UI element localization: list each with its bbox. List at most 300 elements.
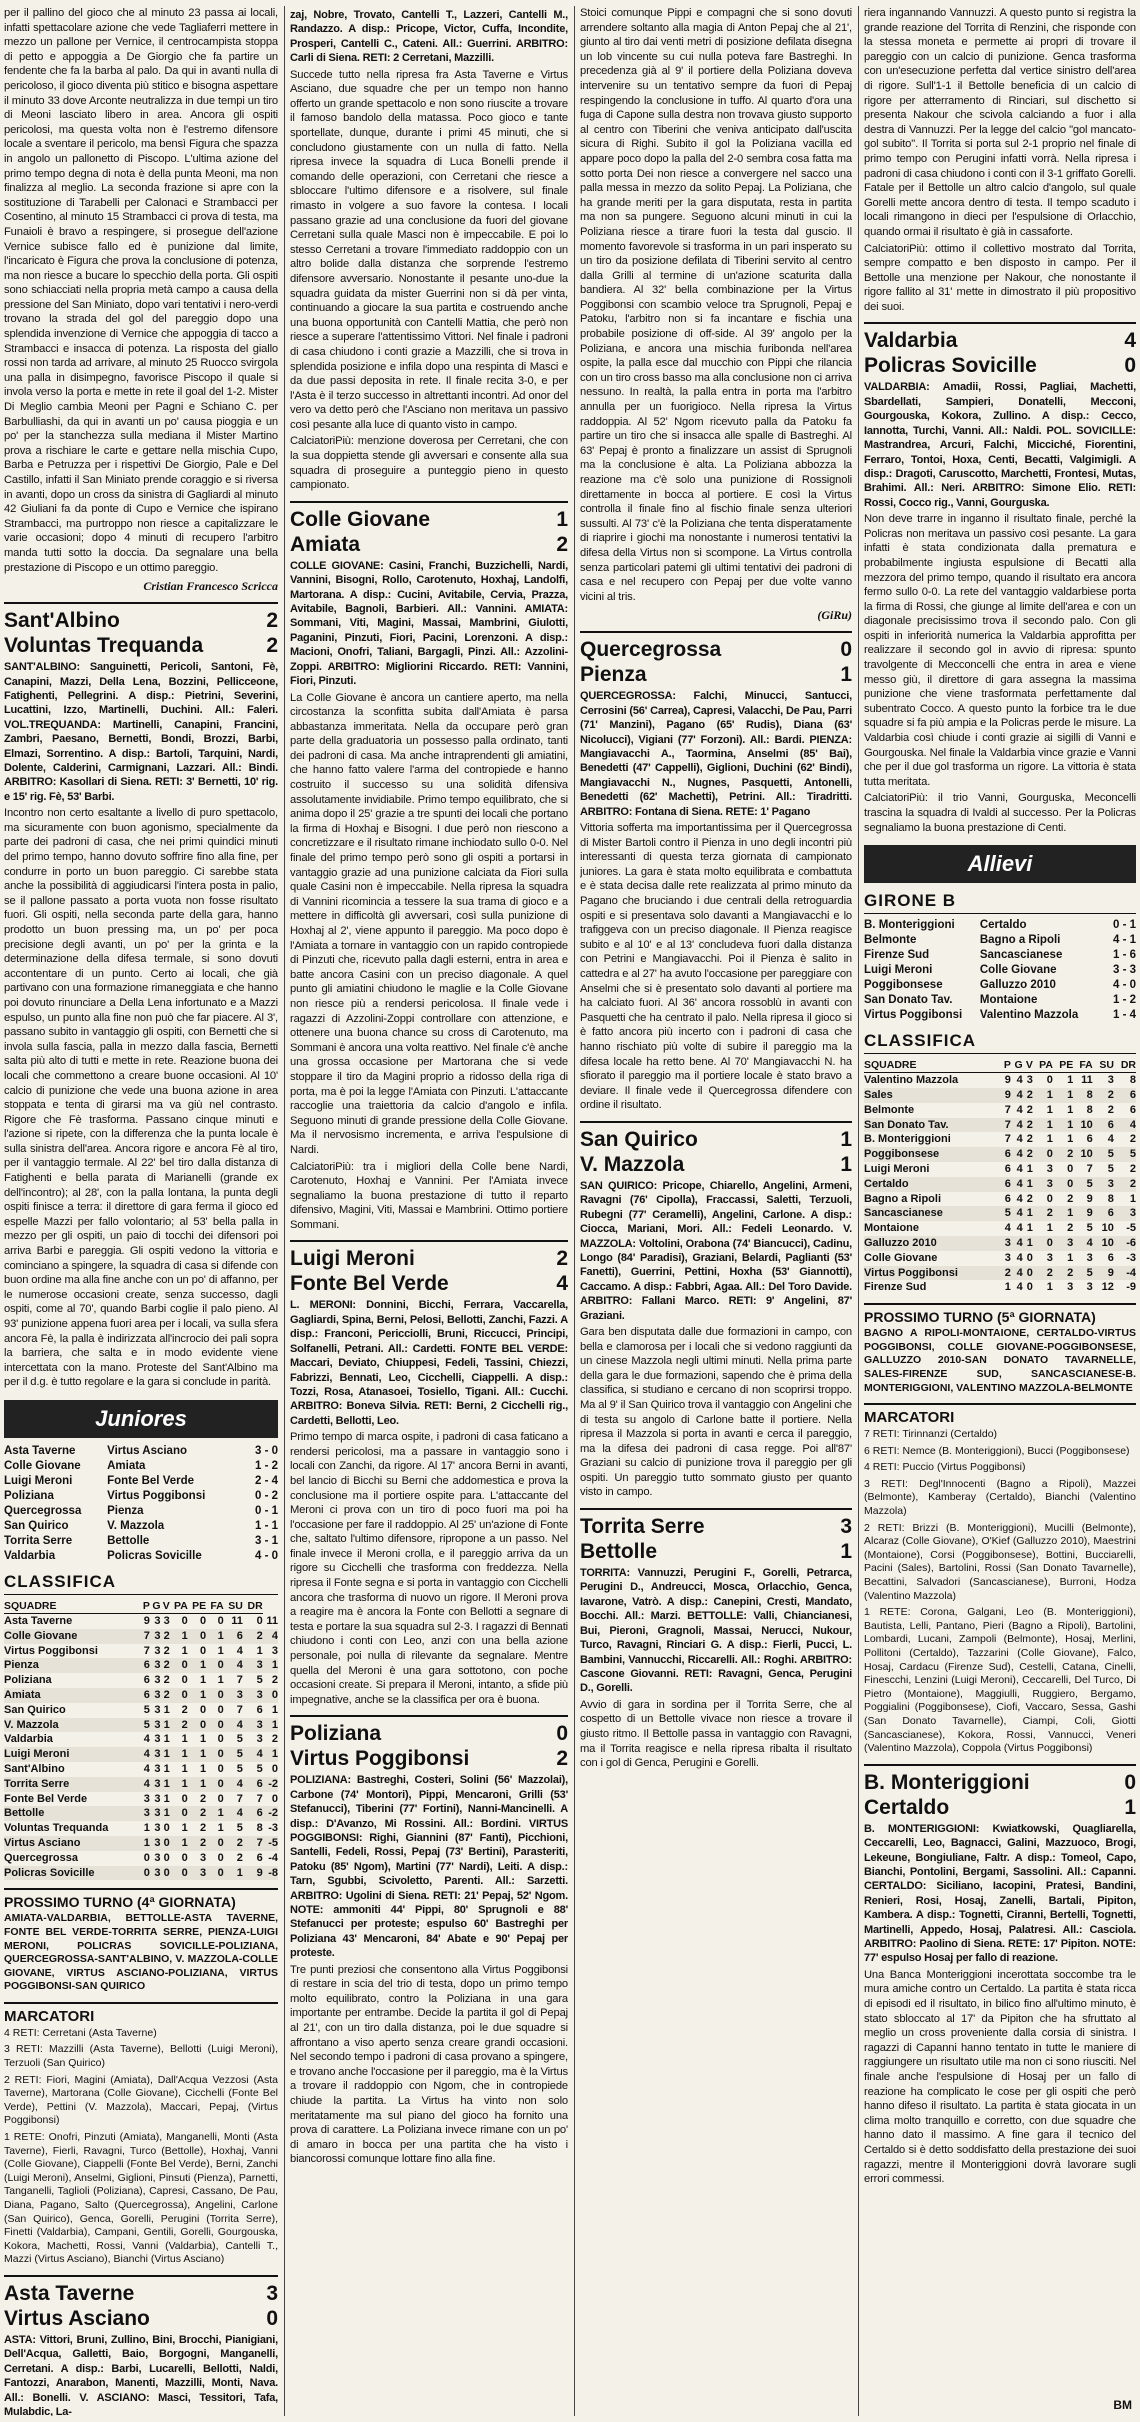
standings-cell: 0	[1053, 1177, 1073, 1192]
standings-cell: 1	[1023, 1236, 1033, 1251]
standings-cell: 5	[1114, 1147, 1136, 1162]
standings-cell: 3	[1086, 1251, 1093, 1264]
standings-cell: 1	[181, 1762, 188, 1775]
standings-cell: 11	[266, 1614, 278, 1627]
result-home-team: San Donato Tav.	[864, 994, 953, 1007]
standings-cell: 0	[188, 1718, 206, 1733]
standings-cell: 2	[236, 1851, 243, 1864]
standings-cell: 2	[224, 1836, 243, 1851]
match-lineup: SANT'ALBINO: Sanguinetti, Pericoli, Santoni, Fè, Canapini, Mazzi, Della Lena, Bozzini, Pellicceone, Fatighenti, Pellegrini. A disp.: Pietrini, Severini, Lucattini, Izzo, Martinelli, Duchini. All.: Faleri. VOL.TREQUANDA: Martinelli, Canapini, Francini, Zambri, Paesano, Bernetti, Bondi, Brozzi, Barbi, Elmazi, Sorrentino. A disp.: Bartoli, Tarquini, Nardi, Dolente, Calderini, Carmignani, Lazzari. All.: Bindi. ARBITRO: Kasollari di Siena. RETI: 3' Bernetti, 10' rig. e 15' rig. Fè, 53' Barbi.	[4, 661, 278, 803]
result-away-team: Pienza	[107, 1504, 144, 1517]
column-divider	[574, 6, 575, 2416]
away-score: 0	[1124, 354, 1136, 378]
result-home-team: Torrita Serre	[4, 1534, 73, 1547]
standings-cell: 11	[231, 1614, 243, 1627]
standings-cell: 0	[163, 1822, 170, 1835]
home-team: Asta Taverne	[4, 2281, 135, 2305]
standings-cell: 0	[1046, 1074, 1053, 1087]
home-team: Luigi Meroni	[290, 1247, 415, 1271]
result-home-team: Asta Taverne	[4, 1444, 76, 1457]
match-lineup: B. MONTERIGGIONI: Kwiatkowski, Quagliarella, Ceccarelli, Leo, Bagnacci, Galini, Mazzuoco, Brogi, Lekeune, Bongiuliane, Faltr. A disp.: Tomeol, Capo, Bianchi, Pontolini, Bergami, Sassolini. All.: Capanni. CERTALDO: Siciliano, Iacopini, Pratesi, Bandini, Renieri, Rosi, Hosaj, Zanelli, Bartali, Pipiton, Kambera. A disp.: Tognetti, Ciranni, Bertelli, Tognetti, Martinelli, Appedo, Hosaj, Palatresi. All.: Casciola. ARBITRO: Paolino di Siena. RETE: 17' Pipiton. NOTE: 77' espulso Hosaj per fallo di reazione.	[864, 1822, 1136, 1965]
standings-cell: 0	[141, 1866, 150, 1881]
standings-cell: 1	[161, 1777, 170, 1792]
standings-header: SU	[224, 1599, 243, 1614]
page-signature: BM	[1113, 2398, 1132, 2412]
standings-cell: 7	[1004, 1103, 1011, 1116]
standings-cell: 6	[1004, 1192, 1011, 1205]
standings-cell: 6	[1093, 1118, 1114, 1133]
result-score: 1 - 1	[254, 1519, 278, 1532]
match-header	[4, 602, 278, 658]
match-report: Stoici comunque Pippi e compagni che si sono dovuti arrendere soltanto alla magia di Anton Pepaj che al 21', giunto al tiro dai venti metri di posizione defilata disegna un lob vincente su cui nulla poteva fare Bastreghi. In precedenza già al 9' il portiere della Poliziana doveva intervenire su un tentativo sempre da fuori di Pepaj respingendo la conclusione in tuffo. Al quarto d'ora una fuga di Capone sulla destra non trovava giusto supporto al centro con Tiberini che veniva anticipato dall'uscita sicura di Righi. Subito il gol la Poliziana vacilla ed appare poco dopo la palla del 2-0 sembra cosa fatta ma sotto porta Dei non riesce a convergere nel sacco una palla messa in mezzo da solito Pepaj. La Poliziana, che ha grande meriti per la gara disputata, resta in partita ma non sa pungere. Seguono alcuni minuti in cui la Poliziana riesce a tirare fuori la testa dal guscio. Il momento favorevole si trasforma in un pari insperato su un tiro da posizione defilata di Tiberini servito al centro dalla Grilli al termine di un'azione scaturita dalla bandiera. Al 32' bella combinazione per la Virtus Poggibonsi con scambio veloce tra Sprugnoli, Pepaj e Patoku, l'arbitro non si fa incantare e fischia una probabile posizione di off-side. Al 39' angolo per la Poliziana, e ancora una mischia furibonda nell'area ospite, la palla esce dal mucchio con Pippi che rilancia con un tiro cross basso ma alla conclusione non ci arriva nessuno. In realtà, la palla entra in porta ma l'arbitro annulla per un fuorigioco. Nella ripresa la Virtus raddoppia. Al 52' Ngom ricevuto palla da Patoku fa partire un tiro che si insacca alle spalle di Bastreghi. Al 63' Pepaj è pronto a finalizzare un assist di Sprugnoli ma la conclusione è alta. La Poliziana abbozza la reazione ma c'è solo una punizione di Rossignoli direttamente in bocca al portiere. E così la Virtus controlla il finale fino al fischio finale senza ulteriori sussulti. Al 73' c'è la Poliziana che tenta disperatamente di riaprire i giochi ma nonostante i numerosi tentativi la difesa della Virtus non si scompone. La Virtus controlla senza particolari patemi gli ultimi tentativi dei padroni di casa e nel recupero con Pepaj per due volte vanno vicini al tris.	[580, 7, 852, 603]
standings-cell: 9	[143, 1614, 150, 1627]
standings-cell: 1	[263, 1747, 278, 1762]
standings-row	[864, 1132, 1136, 1147]
standings-cell: 1	[200, 1733, 207, 1746]
standings-cell: 6	[1129, 1103, 1136, 1116]
standings-cell: 3	[154, 1644, 161, 1657]
players-note: CalciatoriPiù: menzione doverosa per Cerretani, che con la sua doppietta stende gli avversari e consente alla sua squadra di proseguire a punteggio pieno in questo campionato.	[290, 435, 568, 492]
standings-row	[4, 1777, 278, 1792]
result-away-team: Montaione	[979, 994, 1038, 1007]
section-title: Juniores	[4, 1400, 278, 1438]
standings-cell: 2	[170, 1718, 188, 1733]
standings-cell: Luigi Meroni	[4, 1747, 141, 1762]
result-home-team: Quercegrossa	[4, 1504, 82, 1517]
standings-cell: Virtus Poggibonsi	[864, 1266, 1001, 1281]
result-away-team: Bagno a Ripoli	[979, 934, 1061, 947]
home-team: B. Monteriggioni	[864, 1770, 1030, 1794]
standings-row	[4, 1658, 278, 1673]
standings-cell: 3	[143, 1792, 150, 1805]
standings-cell: 0	[161, 1866, 170, 1881]
standings-cell: 2	[1026, 1192, 1033, 1205]
home-team: Colle Giovane	[290, 507, 431, 531]
standings-cell: 4	[1004, 1222, 1011, 1235]
standings-cell: 3	[154, 1762, 161, 1775]
match-header	[580, 1508, 852, 1564]
standings-header: PA	[1033, 1058, 1053, 1073]
standings-cell: 2	[1114, 1177, 1136, 1192]
standings-cell: 1	[163, 1792, 170, 1805]
away-team: Pienza	[580, 663, 647, 687]
result-score: 3 - 0	[254, 1444, 278, 1457]
standings-cell: 0	[170, 1866, 188, 1881]
standings-cell: 2	[1026, 1103, 1033, 1116]
standings-cell: 2	[271, 1674, 278, 1687]
result-home-team: Poggibonsese	[864, 979, 943, 992]
scorers-list	[864, 1428, 1136, 1756]
standings-cell: 0	[217, 1792, 224, 1805]
standings-cell: 9	[1001, 1088, 1011, 1103]
standings-header: V	[1023, 1058, 1033, 1073]
result-row	[4, 1504, 278, 1519]
standings-cell: 1	[141, 1836, 150, 1851]
standings-cell: 7	[1086, 1162, 1093, 1175]
standings-cell: 6	[1004, 1162, 1011, 1175]
standings-cell: 1	[1046, 1281, 1053, 1294]
match-lineup: POLIZIANA: Bastreghi, Costeri, Solini (56' Mazzolai), Carbone (74' Montori), Pippi, Mencaroni, Grilli (53' Stefanucci), Tiberini (77' Fortini), Nanni-Mancinelli. A disp.: D'Avanzo, Mi Rossini. All.: Bordini. VIRTUS POGGIBONSI: Righi, Giannini (87' Fanti), Picchioni, Santelli, Fedeli, Rossi, Pepaj (73' Bertini), Parasteriti, Patoku (85' Ngom), Martini (77' Nardi), Leiti. A disp.: Tarn, Sgubbi, Scivoletto, Parenti. All.: Sarzetti. ARBITRO: Ugolini di Siena. RETI: 21' Pepaj, 52' Ngom. NOTE: ammoniti 44' Pippi, 80' Sprugnoli e 88' Stefanucci per proteste; espulso 60' Bastreghi per Poliziana 43' Mencaroni, 84' Abate e 90' Pepaj per proteste.	[290, 1774, 568, 1960]
result-away-team: Fonte Bel Verde	[107, 1474, 195, 1487]
next-round-title: PROSSIMO TURNO (4ª GIORNATA)	[4, 1888, 278, 1910]
standings-cell: Pienza	[4, 1658, 141, 1673]
match-header	[864, 1764, 1136, 1820]
result-score: 1 - 4	[1112, 1009, 1136, 1022]
result-home-team: San Quirico	[4, 1519, 69, 1532]
away-team: Virtus Poggibonsi	[290, 1747, 470, 1771]
standings-cell: 3	[163, 1614, 170, 1627]
standings-header: P	[1001, 1058, 1011, 1073]
home-team: Quercegrossa	[580, 638, 722, 662]
result-home-team: Firenze Sud	[864, 949, 930, 962]
standings-cell: 9	[1004, 1074, 1011, 1087]
standings-cell: 6	[1093, 1206, 1114, 1221]
result-score: 0 - 1	[1112, 919, 1136, 932]
standings-cell: 3	[141, 1806, 150, 1821]
result-row	[864, 918, 1136, 933]
standings-row	[4, 1762, 278, 1777]
standings-cell: 7	[1004, 1133, 1011, 1146]
standings-cell: 0	[170, 1806, 188, 1821]
standings-cell: 1	[163, 1762, 170, 1775]
standings-cell: 1	[1046, 1222, 1053, 1235]
standings-cell: 4	[143, 1762, 150, 1775]
standings-cell: -8	[263, 1866, 278, 1881]
standings-cell: 3	[1067, 1281, 1074, 1294]
standings-cell: 3	[1033, 1177, 1053, 1192]
standings-cell: 5	[224, 1747, 243, 1762]
match-header	[290, 501, 568, 557]
match-lineup: QUERCEGROSSA: Falchi, Minucci, Santucci, Cerrosini (56' Carrea), Capresi, Valacchi, De Pau, Parri (71' Manzini), Pagano (65' Rudis), Diana (63' Nicolucci), Vigiani (77' Forzoni). All.: Bardi. PIENZA: Mangiavacchi A., Taormina, Anselmi (85' Bai), Benedetti (47' Cappelli), Giglioni, Duchini (62' Bindi), Mangiavacchi N., Nugnes, Pasquetti, Antonelli, Benedetti (62' Machetti), Petrini. All.: Tiradritti. ARBITRO: Fontana di Siena. RETE: 1' Pagano	[580, 690, 852, 818]
standings-cell: 3	[150, 1866, 161, 1881]
standings-cell: 3	[150, 1777, 161, 1792]
standings-cell: 4	[1016, 1192, 1023, 1205]
standings-cell: 1	[181, 1644, 188, 1657]
standings-cell: -5	[263, 1836, 278, 1851]
result-away-team: Policras Sovicille	[107, 1549, 202, 1562]
match-header	[580, 1121, 852, 1177]
standings-cell: 0	[188, 1629, 206, 1644]
standings-header: DR	[1114, 1058, 1136, 1073]
standings-cell: 0	[200, 1644, 207, 1657]
standings-cell: 3	[154, 1733, 161, 1746]
standings-cell: 4	[263, 1629, 278, 1644]
standings-cell: 4	[1016, 1251, 1023, 1264]
standings-row	[864, 1088, 1136, 1103]
next-round-fixtures: AMIATA-VALDARBIA, BETTOLLE-ASTA TAVERNE, FONTE BEL VERDE-TORRITA SERRE, PIENZA-LUIGI MERONI, POLICRAS SOVICILLE-POLIZIANA, QUERCEGROSSA-SANT'ALBINO, V. MAZZOLA-COLLE GIOVANE, VIRTUS ASCIANO-POLIZIANA, VIRTUS POGGIBONSI-SAN QUIRICO	[4, 1912, 278, 1993]
standings-cell: 0	[1067, 1162, 1074, 1175]
standings-cell: 7	[243, 1836, 263, 1851]
standings-cell: 1	[1033, 1118, 1053, 1133]
result-row	[864, 963, 1136, 978]
standings-cell: 5	[1073, 1266, 1092, 1281]
standings-cell: 1	[1023, 1177, 1033, 1192]
standings-cell: 5	[236, 1822, 243, 1835]
standings-cell: 1	[1067, 1103, 1074, 1116]
standings-cell: 11	[1081, 1074, 1093, 1087]
standings-cell: 7	[236, 1674, 243, 1687]
match-report: Avvio di gara in sordina per il Torrita Serre, che al cospetto di un Bettolle vivace non riesce a trovare il giusto ritmo. Il Bettolle passa in vantaggio con Ravagni, ma il Torrita reagisce e nella ripresa ribalta il risultato con i gol di Genca, Perugini e Gorelli.	[580, 1698, 852, 1770]
standings-row	[864, 1192, 1136, 1207]
result-away-team: Virtus Poggibonsi	[107, 1489, 206, 1502]
standings-cell: 1	[163, 1703, 170, 1716]
standings-cell: 1	[181, 1822, 188, 1835]
standings-cell: 2	[1053, 1266, 1073, 1281]
result-score: 1 - 6	[1112, 949, 1136, 962]
standings-cell: 3	[150, 1718, 161, 1733]
standings-cell: 3	[150, 1658, 161, 1673]
standings-cell: 6	[224, 1629, 243, 1644]
standings-cell: 2	[1053, 1147, 1073, 1162]
standings-cell: 0	[206, 1688, 224, 1703]
result-score: 3 - 3	[1112, 964, 1136, 977]
result-row	[4, 1549, 278, 1564]
standings-cell: 5	[1073, 1177, 1092, 1192]
standings-cell: Poliziana	[4, 1674, 52, 1687]
result-away-team: Valentino Mazzola	[979, 1009, 1079, 1022]
standings-cell: 5	[1093, 1147, 1114, 1162]
home-team: Sant'Albino	[4, 609, 120, 633]
away-score: 2	[556, 532, 568, 556]
column-4	[864, 6, 1136, 2416]
home-score: 0	[840, 638, 852, 662]
standings-cell: 2	[161, 1629, 170, 1644]
standings-cell: Asta Taverne	[4, 1614, 73, 1627]
standings-cell: 0	[200, 1703, 207, 1716]
away-score: 1	[840, 1152, 852, 1176]
away-score: 2	[556, 1747, 568, 1771]
standings-cell: 0	[271, 1762, 278, 1775]
result-row	[4, 1444, 278, 1459]
standings-cell: 0	[1023, 1266, 1033, 1281]
home-score: 1	[840, 1127, 852, 1151]
standings-row	[864, 1162, 1136, 1177]
standings-cell: 4	[224, 1777, 243, 1792]
standings-cell: 10	[1101, 1222, 1114, 1235]
standings-title: CLASSIFICA	[864, 1031, 1136, 1054]
away-team: Fonte Bel Verde	[290, 1272, 449, 1296]
result-away-team: V. Mazzola	[107, 1519, 165, 1532]
standings-cell: 7	[143, 1644, 150, 1657]
standings-cell: 4	[1114, 1118, 1136, 1133]
standings-cell: -4	[1114, 1266, 1136, 1281]
standings-header: PE	[188, 1599, 206, 1614]
match-report: La Colle Giovane è ancora un cantiere aperto, ma nella circostanza la sconfitta subita dall'Amiata è parsa abbastanza immeritata. Nella da occupare però gran parte della graduatoria un possesso palla ordinato, tanti dei padroni di casa. Ma anche intraprendenti gli amiatini, che hanno fatto valere l'arma del contropiede e hanno costruito il successo su una solidità difensiva assolutamente invidiabile. Primo tempo equilibrato, che si anima dopo il 25' grazie a tre spunti dei locali che portano la firma di Hoxhaj e Bisogni. I due però non riescono a concretizzare e il risultato rimane inchiodato sullo 0-0. Nel finale del primo tempo però sono gli ospiti a portarsi in vantaggio grazie ad una punizione calciata da Fiori sulla quale Casini non è impeccabile. Nella ripresa la squadra di Vannini ricomincia a tessere la sua trama di gioco e a mettere in difficoltà gli avversari, così sulla punizione di Hoxhaj al 2', viene appunto il pareggio. Ma poco dopo è l'Amiata a tornare in vantaggio con un rapido contropiede di Pinzuti che, ricevuto palla dagli esterni, entra in area e batte ancora Casini con un preciso diagonale. A quel punto gli amiatini chiudono le maglie e la Colle Giovane non riesce più a rendersi pericolosa. Il finale vede i ragazzi di Azzolini-Zoppi controllare con attenzione, e ottenere una buona chance su cross di Carotenuto, ma Sommani è ancora una volta reattivo. Nel finale c'è anche una grossa occasione per Martorana che si vede stoppare il tiro da Magini proprio a ridosso della riga di porta, ma è poi la legge l'Amiata con Pinzuti. L'attaccante raccoglie una traiettoria da calcio d'angolo e infila. Seguono minuti di grande pressione della Colle Giovane. Ma il nervosismo incrementa, e arriva l'espulsione di Nardi.	[290, 691, 568, 1156]
standings-cell: 0	[181, 1792, 188, 1805]
result-score: 1 - 2	[1112, 994, 1136, 1007]
standings-cell: 5	[256, 1674, 263, 1687]
home-score: 3	[266, 2281, 278, 2305]
standings-cell: 3	[1026, 1074, 1033, 1087]
standings-cell: 1	[1053, 1088, 1073, 1103]
standings-cell: 4	[1016, 1074, 1023, 1087]
standings-row	[4, 1703, 278, 1718]
players-note: CalciatoriPiù: ottimo il collettivo mostrato dal Torrita, sempre compatto e ben disposto in campo. Per il Bettolle una menzione per Nakour, che nonostante il rigore fallito al 31' mette in dimostrato il più propositivo dei suoi.	[864, 242, 1136, 313]
away-score: 0	[266, 2306, 278, 2330]
standings-cell: 0	[163, 1851, 170, 1864]
match-lineup: SAN QUIRICO: Pricope, Chiarello, Angelini, Armeni, Ravagni (76' Cipolla), Fraccassi, Saletti, Terzuoli, Rubegni (77' Ceramelli), Angelini, Carlone. A disp.: Ciocca, Mariani, Mori. All.: Fedeli Leonardo. V. MAZZOLA: Voltolini, Orabona (74' Biancucci), Cadinu, Longo (84' Paradisi), Graziani, Belardi, Paglianti (53' Fanetti), Guerrini, Pettini, Hoxha (53' Giannotti), Caccamo. A disp.: Fabbri, Agaa. All.: Del Toro Davide. ARBITRO: Fallani Marco. RETI: 9' Angelini, 87' Graziani.	[580, 1179, 852, 1322]
standings-cell: 1	[1004, 1281, 1011, 1294]
standings-cell: 1	[217, 1674, 224, 1687]
result-row	[4, 1474, 278, 1489]
standings-cell: 1	[188, 1688, 206, 1703]
standings-row	[4, 1732, 278, 1747]
article-text: per il pallino del gioco che al minuto 23 passa ai locali, infatti spettacolare azione che vede Tagliaferri mettere in mezzo un pallone per Vernice, il centrocampista stoppa di petto e appoggia a De Giorgio che fa partire un fendente che fa la barba al palo. Da qui in avanti nulla di pericoloso, il gioco diventa più stitico e bisogna aspettare il minuto 33 dove Arconte neutralizza in due tempi un tiro di Meoni lasciato libero in area. Ancora gli ospiti pericolosi, ma questa volta non è l'estremo difensore locale a sventare il pericolo, ma bensì Figura che spazza in angolo un pallonetto di Piscopo. L'ultima azione del primo tempo degna di nota è della punta Meoni, ma non finalizza al meglio. La seconda frazione si apre con la sostituzione di Tarabelli per Calonaci e Strambacci per Cosentino, al minuto 15 Strambacci ci prova di testa, ma Funaioli è bravo a respingere, si prosegue dell'azione Vernice subisce fallo ed è punizione dal limite, l'incaricato è Figura che prova la conclusione di potenza, ma non riesce a bucare lo specchio della porta. Gli ospiti sono schiacciati nella propria metà campo a causa della pressione del San Miniato, dopo vari tentativi i nero-verdi trovano la strada del gol del pareggio dopo una splendida invenzione di Vernice che appoggia di tacco a Strambacci e insacca di potenza. La risposta del giallo rossi non tarda ad arrivare, al minuto 25 Ruocco svirgola una palla in disimpegno, favorisce Piscopo il quale si invola verso la porta e mette in rete il goal del 1-2. Mister Di Meglio cambia Meoni per Pagni e Schiano C. per Barbulliashi, da qui in avanti un po' causa pioggia e un po' per la stanchezza sulla mediana il Mister Martino prova a rischiare le carte e gettare nella mischia Cupo, Barba e Petruzza per i rispettivi De Giorgio, Pale e Del Castillo, infatti il San Miniato prende coraggio e si riversa in avanti, dopo un cross da sinistra di Gagliardi al minuto 42 Giuliani fa da ponte di Cupo e Vernice che ispirano Strambacci, ma purtroppo non riesce a capitalizzare le varie occasioni; dopo 4 minuti di recupero l'arbitro manda tutti sotto la doccia. Da segnalare una bella prestazione di Piscopo e un ottimo pareggio.	[4, 7, 278, 574]
standings-cell: 0	[206, 1866, 224, 1881]
home-score: 0	[1124, 1770, 1136, 1794]
standings-cell: 3	[1107, 1074, 1114, 1087]
standings-cell: Galluzzo 2010	[864, 1236, 1001, 1251]
standings-cell: 1	[170, 1629, 188, 1644]
result-away-team: Sancascianese	[979, 949, 1063, 962]
standings-header: FA	[1073, 1058, 1092, 1073]
standings-cell: 3	[154, 1703, 161, 1716]
standings-cell: 4	[143, 1733, 150, 1746]
standings-cell: 4	[141, 1777, 150, 1792]
standings-row	[864, 1280, 1136, 1295]
standings-cell: 4	[224, 1806, 243, 1821]
standings-cell: 3	[154, 1674, 161, 1687]
standings-cell: 1	[1067, 1133, 1074, 1146]
standings-header: G	[1011, 1058, 1023, 1073]
standings-header: G	[150, 1599, 161, 1614]
standings-header: DR	[243, 1599, 263, 1614]
standings-cell: 6	[1114, 1088, 1136, 1103]
standings-cell: 1	[206, 1806, 224, 1821]
result-away-team: Bettolle	[107, 1534, 150, 1547]
away-score: 4	[556, 1272, 568, 1296]
standings-cell: 7	[236, 1703, 243, 1716]
result-score: 0 - 1	[254, 1504, 278, 1517]
result-row	[864, 933, 1136, 948]
standings-cell: Voluntas Trequanda	[4, 1822, 109, 1835]
standings-cell: 2	[271, 1733, 278, 1746]
standings-cell: 5	[143, 1703, 150, 1716]
standings-title: CLASSIFICA	[4, 1572, 278, 1595]
match-report: Succede tutto nella ripresa fra Asta Taverne e Virtus Asciano, due squadre che per un tempo non hanno offerto un grande spettacolo e non sono riuscite a trovare il famoso bandolo della matassa. Poco gioco e tante sportellate, dunque, durante i primi 45 minuti, che si concludono giustamente con un nulla di fatto. Nella ripresa invece la squadra di Luca Bonelli prende il comando delle operazioni, con Cerretani che riesce a sbloccare l'ultimo difensore e a risolvere, sul finale rimasto in volgere a suo favore la contesa. I locali passano grazie ad una conclusione da fuori del giovane Cerretani sulla quale Masci non è impeccabile. E poi lo stesso Cerretani a trovare l'immediato raddoppio con un altro bolide dalla distanza che sorprende l'estremo difensore avversario. Nonostante il pesante uno-due la squadra guidata da mister Guerrini non si dà per vinta, continuando a giocare la sua partita e costruendo anche una buona opportunità con Cantelli Mattia, che però non riesce a superare l'attentissimo Vittori. Nel finale i padroni di casa chiudono i conti grazie a Mazzilli, che si trova in splendida posizione e infila dopo una respinta di Masci e da due passi deposita in rete. Il finale recita 3-0, e per l'Asta è il terzo successo in altrettanti incontri. Ad onor del vero va detto però che l'Asciano non meritava un passivo così pesante alla luce di quanto visto in campo.	[290, 68, 568, 431]
standings-cell: Montaione	[864, 1222, 919, 1235]
standings-cell: 8	[1086, 1103, 1093, 1116]
result-home-team: Luigi Meroni	[4, 1474, 73, 1487]
standings-cell: Amiata	[4, 1688, 141, 1703]
standings-row	[864, 1147, 1136, 1162]
standings-cell: 0	[1026, 1251, 1033, 1264]
standings-cell: 0	[206, 1718, 224, 1733]
standings-cell: 0	[217, 1614, 224, 1627]
standings-cell: 1	[263, 1658, 278, 1673]
standings-cell: 2	[1067, 1192, 1074, 1205]
match-report: Incontro non certo esaltante a livello di puro spettacolo, ma sicuramente con buon agonismo, specialmente da parte dei padroni di casa, che nei primi quindici minuti del primo tempo, hanno dovuto soffrire fino alla fine, per condurre in porto un buon pareggio. Ci sarebbe stata anche la possibilità di aggiudicarsi l'intera posta in palio, se il pallone passato a porta vuota non fosse risultato fuori. Gli ospiti, nella seconda parte della gara, hanno prodotto un buon pressing ma, un po' per poca precisione degli avanti, un po' per la grinta e la determinazione della difesa termale, si sono dovuti accontentare di un punto. Certo ai locali, che già partivano con una formazione rimaneggiata e che hanno poi dovuto rinunciare a Della Lena infortunato e a Mazzi espulso, un punto alla fine non può che far piacere. Al 3', passano subito in vantaggio gli ospiti, con Bernetti che si invola sulla fascia, palla in mezzo dalla fascia, Bernetti salta più alto di tutti e mette in rete. Reazione buona dei locali che commettono a creare buone occasioni. Al 10' calcio di punizione che vede una buona azione in area stoppata e tenta di girarsi ma va giù nel contrasto. Rigore che Fè trasforma. Passano cinque minuti e l'azione si ripete, con la differenza che la punta locale è sulla sinistra dell'area. Ancora rigore e ancora Fè al tiro, per il vantaggio termale. Al 22' bel tiro dalla distanza di Fatighenti e bella parata di Marianelli (grande ex dell'incontro); al 28', con la palla lontana, la punta degli ospiti finisce a terra: il direttore di gara ferma il gioco ed espelle Mazzi per fallo volontario; al 53' bella palla in mezzo per gli ospiti, un paio di tocchi dei difensori poi arriva Barbi e pareggia. Gli ospiti vedono la vittoria e cominciano a spingere, la squadra di casa si difende con buon ordine ma alla fine anche con un po' di affanno, per le numerose occasioni create, senza successo, dagli ospiti, come al 70', quando Barbi coglie il palo pieno. Al 93' punizione appena fuori area per i locali, va sulla sfera ancora Fè, la palla è indirizzata all'incrocio dei pali sopra la barriera, che salta e in modo evidente viene intercettata con la mano. Proteste del Sant'Albino ma per il d.g. è tutto regolare e la gara si conclude in parità.	[4, 807, 278, 1389]
result-score: 4 - 0	[1112, 979, 1136, 992]
match-report: Non deve trarre in inganno il risultato finale, perché la Policras non meritava un passivo così pesante. La gara infatti è stata condizionata dalla prematura e probabilmente ingiusta espulsione di Becatti alla mezzora del primo tempo, quando il risultato era ancora fermo sullo 0-0. La rete del vantaggio valdarbiese porta la firma di Rossi, che giunge al limite dell'area e con un diagonale precisissimo trova il secondo palo. Con gli ospiti in inferiorità numerica la Valdarbia approfitta per realizzare il secondo gol in avvio di ripresa: spunto travolgente di Mecconcelli che entra in area e viene messo giù, il direttore di gara assegna la massima punizione che viene trasformata perfettamente dal subentrato Cocco. A questo punto la forbice tra le due squadre si fa più ampia e la Policras perde le misure. La Valdarbia così chiude i conti grazie ai sigilli di Vanni e Gourgouska. Nel finale la Valdarbia vince grazie e Vanni che per il due gol trasforma un rigore. La vittoria è stata tutta meritata.	[864, 513, 1136, 788]
standings-cell: 4	[1016, 1103, 1023, 1116]
standings-cell: 2	[243, 1629, 263, 1644]
standings-cell: 0	[143, 1851, 150, 1864]
group-title: GIRONE B	[864, 891, 1136, 914]
match-report: riera ingannando Vannuzzi. A questo punto si registra la grande reazione del Torrita di Renzini, che risponde con la stessa moneta e permette ai propri di trovare il pareggio con un calcio di punizione. Genca trasforma con un'esecuzione perfetta dal vertice sinistro dell'area di rigore. Sull'1-1 il Bettolle beneficia di un calcio di rigore per atterramento di Rinciari, sul dischetto si presenta Nakour che scivola calciando a fuor i alla destra di Vannuzzi. Per la legge del calcio "gol mancato-gol subito". Il Torrita si porta sul 2-1 proprio nel finale di primo tempo con Perugini infatti vorrà. Nella ripresa i padroni di casa chiudono i conti con il 3-1 griffato Gorelli. Fatale per il Bettolle un altro calcio d'angolo, sul quale Gorelli mette ancora dentro di testa. Il tempo scaduto i locali rimangono in dieci per l'espulsione di Orlacchio, quando ormai il risultato è già in cassaforte.	[864, 7, 1136, 238]
standings-cell: 3	[200, 1851, 207, 1864]
standings-cell: 3	[150, 1629, 161, 1644]
match-header	[580, 631, 852, 687]
standings-cell: 1	[161, 1806, 170, 1821]
result-home-team: Luigi Meroni	[864, 964, 933, 977]
standings-cell: 3	[243, 1718, 263, 1733]
standings-row	[4, 1747, 278, 1762]
standings-cell: Poggibonsese	[864, 1147, 1001, 1162]
standings-cell: 1	[163, 1733, 170, 1746]
standings-cell: 3	[1053, 1236, 1073, 1251]
home-team: Poliziana	[290, 1722, 382, 1746]
standings-cell: 3	[1093, 1177, 1114, 1192]
standings-header: P	[141, 1599, 150, 1614]
standings-cell: 2	[1067, 1222, 1074, 1235]
standings-cell: 5	[236, 1733, 243, 1746]
standings-cell: 3	[1086, 1281, 1093, 1294]
standings-cell: 9	[1086, 1192, 1093, 1205]
standings-cell: 0	[1033, 1147, 1053, 1162]
standings-cell: 1	[1046, 1133, 1053, 1146]
result-row	[4, 1459, 278, 1474]
standings-cell: 0	[170, 1688, 188, 1703]
scorer-line: 2 RETI: Brizzi (B. Monteriggioni), Mucilli (Belmonte), Alcaraz (Colle Giovane), O'Kief (Galluzzo 2010), Maestrini (Montaione), Corsi (Poggibonsese), Bottini, Bucciarelli, Pacini (Sales), Bartolini, Rossi (San Donato Tavarnelle), Becattini, Salvadori (Sancascianese), Burroni, Hodza (Valentino Mazzola)	[864, 1521, 1136, 1602]
scorer-line: 6 RETI: Nemce (B. Monteriggioni), Bucci (Poggibonsese)	[864, 1444, 1130, 1457]
scorers-title: MARCATORI	[864, 1403, 1136, 1426]
standings-cell: 5	[256, 1762, 263, 1775]
away-score: 1	[840, 1540, 852, 1564]
standings-cell: Valentino Mazzola	[864, 1074, 959, 1087]
standings-cell: 9	[1093, 1266, 1114, 1281]
standings-row	[4, 1673, 278, 1688]
standings-cell: 0	[206, 1836, 224, 1851]
standings-cell: 0	[263, 1688, 278, 1703]
players-note: CalciatoriPiù: tra i migliori della Colle bene Nardi, Carotenuto, Hoxhaj e Vannini. Per l'Amiata invece segnaliamo la buona prestazione di tutto il reparto difensivo, Magini, Viti, Massai e Mambrini. Ottimo portiere Sommani.	[290, 1160, 568, 1231]
standings-cell: 9	[243, 1866, 263, 1881]
next-round-title: PROSSIMO TURNO (5ª GIORNATA)	[864, 1303, 1136, 1325]
column-divider	[284, 6, 285, 2416]
standings-cell: 1	[1067, 1251, 1074, 1264]
standings-cell: 3	[1001, 1236, 1011, 1251]
standings-cell: 6	[1086, 1133, 1093, 1146]
standings-row	[864, 1206, 1136, 1221]
standings-cell: Torrita Serre	[4, 1777, 141, 1792]
match-lineup: ASTA: Vittori, Bruni, Zullino, Bini, Brocchi, Pianigiani, Dell'Acqua, Galletti, Baio, Borgogni, Manganelli, Cerretani. A disp.: Barbi, Lucarelli, Bellotti, Naldi, Fantozzi, Anarabon, Manenti, Mazzilli, Monti, Nava. All.: Bonelli. V. ASCIANO: Masci, Tessitori, Tafa, Mulabdic, La-	[4, 2333, 278, 2416]
standings-cell: 3	[1114, 1206, 1136, 1221]
standings-cell: 0	[256, 1614, 263, 1627]
standings-cell: 4	[243, 1747, 263, 1762]
standings-cell: 1	[256, 1644, 263, 1657]
standings-cell: 8	[1107, 1192, 1114, 1205]
scorer-line: 1 RETE: Corona, Galgani, Leo (B. Monteriggioni), Bautista, Lelli, Pantano, Pieri (Bagno a Ripoli), Bartolini, Lombardi, Lucani, Zampoli (Belmonte), Hosaj, Merlini, Pollitoni (Certaldo), Tazzarini (Colle Giovane), Falco, Hosaj, Cardacu (Firenze Sud), Cestelli, Catana, Cinelli, Finescchi, Lenzini (Luigi Meroni), Ceccarelli, Del Turco, Di Pietro (Montaione), Maggiulli, Ruggiero, Bergamo, Poggialini (Poggibonsese), Ciofi, Vaccaro, Sessa, Gashi (San Donato Tavarnelle), Ciampi, Coli, Giotti (Sancascianese), Kokora, Rossi, Vannucci, Veneri (Valentino Mazzola), Coppola (Virtus Poggibonsi)	[864, 1606, 1136, 1755]
standings-cell: San Quirico	[4, 1703, 66, 1716]
results-table	[4, 1444, 278, 1564]
next-round-fixtures: BAGNO A RIPOLI-MONTAIONE, CERTALDO-VIRTUS POGGIBONSI, COLLE GIOVANE-POGGIBONSESE, GALLUZZO 2010-SAN DONATO TAVARNELLE, SALES-FIRENZE SUD, SANCASCIANESE-B. MONTERIGGIONI, VALENTINO MAZZOLA-BELMONTE	[864, 1327, 1136, 1394]
standings-cell: 2	[1107, 1103, 1114, 1116]
standings-cell: 10	[1073, 1147, 1092, 1162]
standings-cell: 1	[224, 1866, 243, 1881]
standings-cell: 1	[181, 1733, 188, 1746]
standings-cell: -4	[268, 1851, 278, 1864]
scorer-line: 2 RETI: Fiori, Magini (Amiata), Dall'Acqua Vezzosi (Asta Taverne), Martorana (Colle Giovane), Cicchelli (Fonte Bel Verde), Pettini (V. Mazzola), Maccari, Pepaj, (Virtus Poggibonsi)	[4, 2073, 278, 2127]
standings-cell: Sant'Albino	[4, 1762, 65, 1775]
standings-cell: 2	[163, 1644, 170, 1657]
standings-cell: 6	[256, 1703, 263, 1716]
standings-cell: 0	[217, 1762, 224, 1775]
standings-cell: Sales	[864, 1088, 1001, 1103]
standings-cell: 2	[1026, 1133, 1033, 1146]
away-score: 1	[1124, 1795, 1136, 1819]
home-team: San Quirico	[580, 1127, 698, 1151]
home-team: Valdarbia	[864, 329, 958, 353]
